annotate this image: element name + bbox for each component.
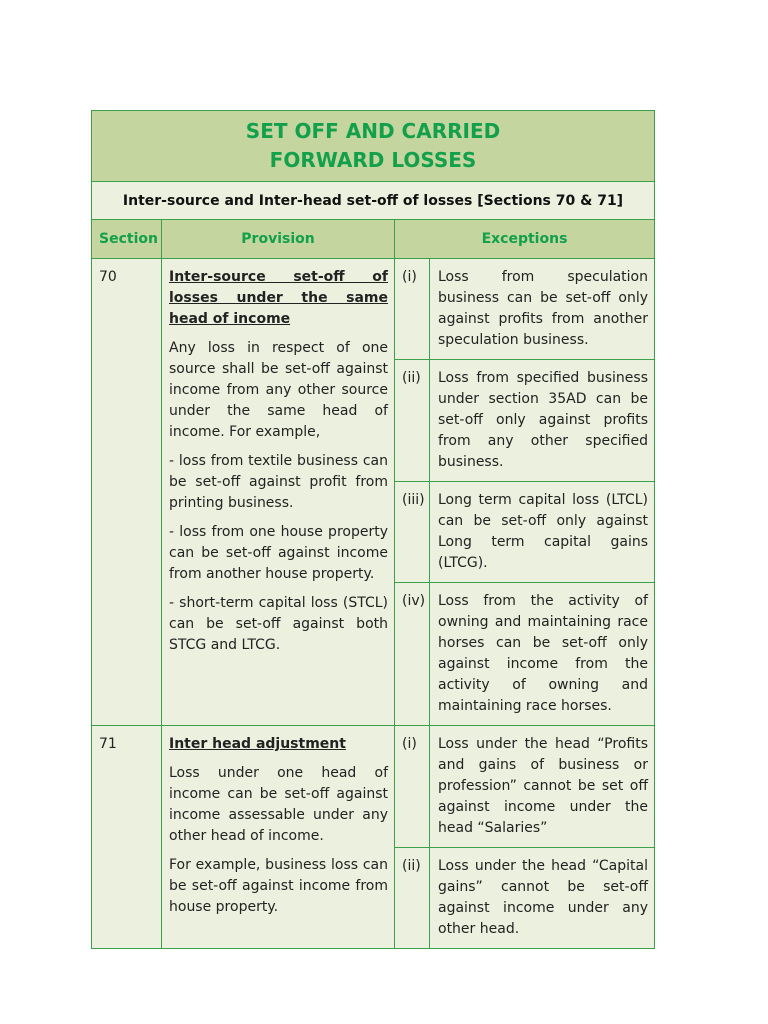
provision-cell — [162, 259, 395, 725]
exception-number: (i) — [395, 726, 430, 847]
provision-heading: Inter head adjustment — [169, 736, 346, 752]
exception-item — [395, 848, 654, 948]
provision-paragraph: - loss from one house property can be set-off against income from another house property. — [169, 524, 388, 582]
exception-number: (ii) — [395, 848, 430, 948]
title-line-1: SET OFF AND CARRIED — [245, 119, 501, 143]
provision-paragraph: Loss under one head of income can be set-off against income assessable under any other head of income. — [169, 765, 388, 844]
provision-cell — [162, 726, 395, 948]
provision-paragraph: - short-term capital loss (STCL) can be set-off against both STCG and LTCG. — [169, 595, 388, 653]
exception-text: Loss from the activity of owning and maintaining race horses can be set-off only against income from the activity of owning and maintaining race horses. — [438, 593, 648, 714]
exception-item — [395, 259, 654, 360]
exception-item — [395, 482, 654, 583]
losses-table — [91, 110, 655, 949]
header-section: Section — [92, 220, 162, 258]
table-subtitle: Inter-source and Inter-head set-off of losses [Sections 70 & 71] — [92, 182, 654, 220]
exception-text: Loss under the head “Profits and gains of business or profession” cannot be set off against income under the head “Salaries” — [438, 736, 648, 836]
table-title — [92, 111, 654, 182]
table-row-section-70 — [92, 259, 654, 726]
exception-number: (iii) — [395, 482, 430, 582]
table-row-section-71 — [92, 726, 654, 948]
exception-item — [395, 360, 654, 482]
provision-heading: Inter-source set-off of losses under the same head of income — [169, 269, 388, 327]
exception-item — [395, 726, 654, 848]
provision-paragraph: Any loss in respect of one source shall be set-off against income from any other source under the same head of income. For example, — [169, 340, 388, 440]
header-exceptions: Exceptions — [481, 231, 568, 247]
section-number: 71 — [92, 726, 162, 948]
title-line-2: FORWARD LOSSES — [269, 148, 477, 172]
exception-text: Long term capital loss (LTCL) can be set-off only against Long term capital gains (LTCG). — [438, 492, 648, 571]
exception-number: (i) — [395, 259, 430, 359]
header-provision: Provision — [162, 220, 395, 258]
section-number: 70 — [92, 259, 162, 725]
exception-item — [395, 583, 654, 725]
column-headers — [92, 220, 654, 259]
exceptions-cell — [395, 259, 654, 725]
exception-text: Loss under the head “Capital gains” cannot be set-off against income under any other head. — [438, 858, 648, 937]
exception-text: Loss from specified business under section 35AD can be set-off only against profits from any other specified business. — [438, 370, 648, 470]
provision-paragraph: - loss from textile business can be set-off against profit from printing business. — [169, 453, 388, 511]
exception-number: (iv) — [395, 583, 430, 725]
exception-number: (ii) — [395, 360, 430, 481]
provision-paragraph: For example, business loss can be set-off against income from house property. — [169, 857, 388, 915]
exceptions-cell — [395, 726, 654, 948]
exception-text: Loss from speculation business can be set-off only against profits from another speculation business. — [438, 269, 648, 348]
